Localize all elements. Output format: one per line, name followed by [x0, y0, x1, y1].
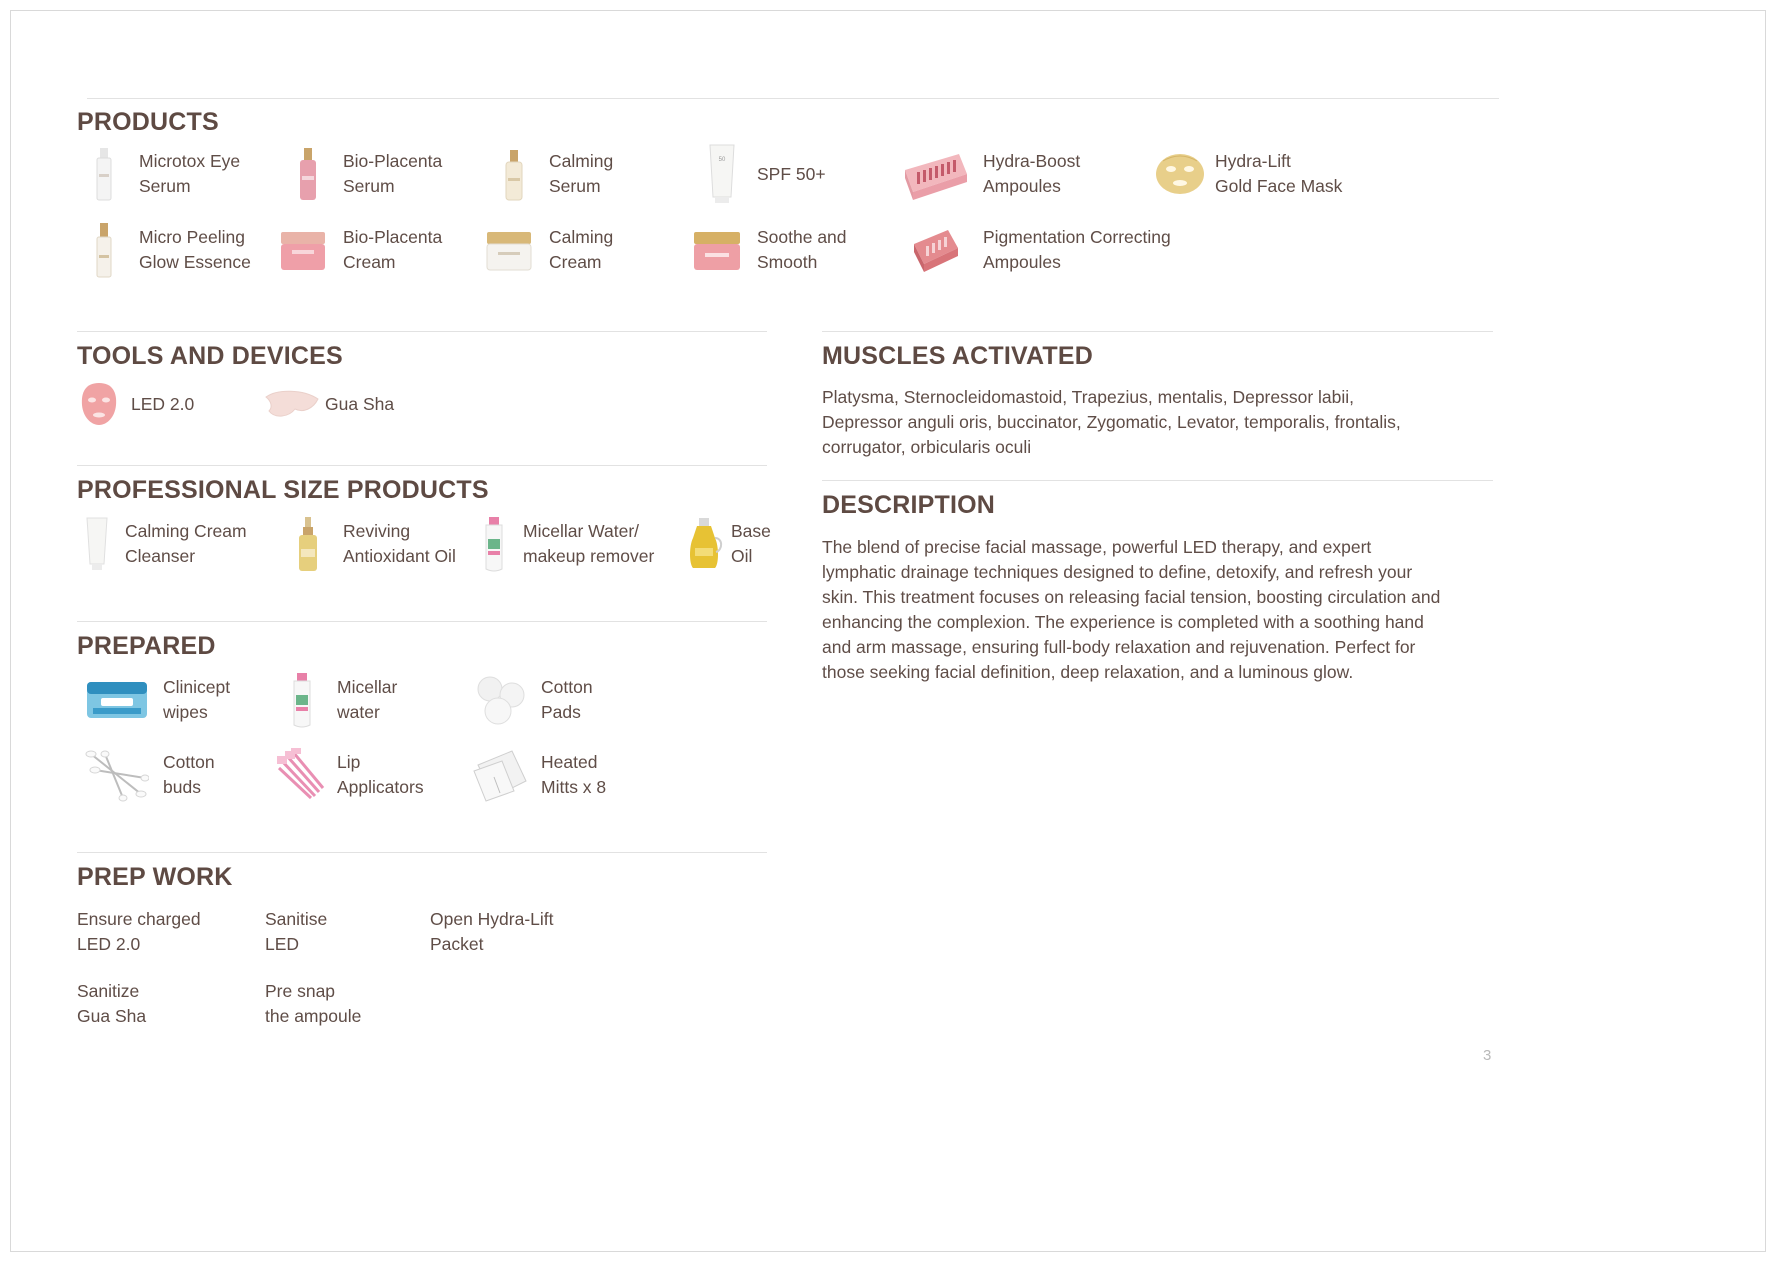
- section-divider: [822, 331, 1493, 332]
- tool-item: [259, 369, 394, 439]
- professional-item: [469, 509, 654, 579]
- professional-heading: PROFESSIONAL SIZE PRODUCTS: [77, 476, 489, 504]
- product-item: [677, 215, 847, 285]
- product-label: Bio-Placenta Serum: [343, 151, 443, 196]
- tool-label: Gua Sha: [325, 393, 395, 414]
- gold-cream-jar-icon: [677, 215, 757, 285]
- page-number: 3: [1483, 1047, 1492, 1064]
- description-heading: DESCRIPTION: [822, 491, 996, 519]
- prep-work-item: Sanitize Gua Sha: [77, 981, 147, 1026]
- ampoule-box-icon: [891, 139, 981, 209]
- product-label: SPF 50+: [757, 163, 826, 184]
- section-divider: [77, 852, 767, 853]
- svg-text:50: 50: [718, 157, 726, 163]
- product-label: Hydra-Lift Gold Face Mask: [1215, 151, 1343, 196]
- product-item: [273, 139, 442, 209]
- prepared-item: [77, 665, 230, 735]
- professional-label: Reviving Antioxidant Oil: [343, 521, 456, 566]
- product-item: [469, 215, 613, 285]
- product-item: [69, 139, 240, 209]
- professional-item: [681, 509, 771, 579]
- tool-label: LED 2.0: [131, 393, 195, 414]
- prep-work-item: Sanitise LED: [265, 909, 328, 954]
- product-label: Calming Cream: [549, 227, 614, 272]
- led-mask-icon: [67, 369, 131, 439]
- professional-label: Micellar Water/ makeup remover: [523, 521, 655, 566]
- prepared-label: Cotton buds: [163, 752, 215, 797]
- prepared-item: [461, 740, 606, 810]
- cotton-pads-icon: [461, 665, 541, 735]
- muscles-text: Platysma, Sternocleidomastoid, Trapezius, mentalis, Depressor labii, Depressor anguli oris, buccinator, Zygomatic, Levator, temporalis, frontalis, corrugator, orbicularis oculi: [822, 387, 1401, 457]
- prepared-item: [461, 665, 593, 735]
- product-label: Microtox Eye Serum: [139, 151, 241, 196]
- prep-work-item: Open Hydra-Lift Packet: [430, 909, 554, 954]
- heated-mitts-icon: [461, 740, 541, 810]
- prepared-label: Lip Applicators: [337, 752, 424, 797]
- document-page: [10, 10, 1766, 1252]
- ampoule-box-icon: [891, 215, 981, 285]
- product-item: [891, 139, 1080, 209]
- prep-work-heading: PREP WORK: [77, 863, 233, 891]
- lip-applicators-icon: [267, 740, 337, 810]
- cream-serum-bottle-icon: [479, 139, 549, 209]
- essence-bottle-icon: [69, 215, 139, 285]
- cotton-buds-icon: [77, 740, 157, 810]
- professional-label: Base Oil: [731, 521, 771, 566]
- product-item: [687, 139, 826, 209]
- micellar-bottle-icon: [469, 509, 519, 579]
- prepared-label: Cotton Pads: [541, 677, 593, 722]
- prep-work-item: Ensure charged LED 2.0: [77, 909, 201, 954]
- gold-face-mask-icon: [1145, 139, 1215, 209]
- prepared-item: [77, 740, 215, 810]
- section-divider: [77, 465, 767, 466]
- prepared-item: [267, 665, 397, 735]
- prepared-label: Heated Mitts x 8: [541, 752, 607, 797]
- professional-label: Calming Cream Cleanser: [125, 521, 247, 566]
- prep-work-item: Pre snap the ampoule: [265, 981, 362, 1026]
- muscles-heading: MUSCLES ACTIVATED: [822, 342, 1093, 370]
- product-label: Hydra-Boost Ampoules: [983, 151, 1081, 196]
- section-divider: [77, 331, 767, 332]
- product-label: Soothe and Smooth: [757, 227, 847, 272]
- section-divider: [822, 480, 1493, 481]
- cleanser-tube-icon: [69, 509, 125, 579]
- tools-heading: TOOLS AND DEVICES: [77, 342, 343, 370]
- products-heading: PRODUCTS: [77, 108, 219, 136]
- section-divider: [77, 621, 767, 622]
- oil-dropper-bottle-icon: [273, 509, 343, 579]
- product-item: [891, 215, 1171, 285]
- professional-item: [273, 509, 456, 579]
- oil-jug-icon: [681, 509, 727, 579]
- professional-item: [69, 509, 247, 579]
- product-item: [1145, 139, 1342, 209]
- gua-sha-stone-icon: [259, 369, 325, 439]
- product-label: Micro Peeling Glow Essence: [139, 227, 251, 272]
- wipes-pack-icon: [77, 665, 157, 735]
- description-text: The blend of precise facial massage, powerful LED therapy, and expert lymphatic drainage techniques designed to define, detoxify, and refresh your skin. This treatment focuses on releasing facial tension, boosting circulation and enhancing the complexion. The experience is completed with a soothing hand and arm massage, ensuring full-body relaxation and rejuvenation. Perfect for those seeking facial definition, deep relaxation, and a luminous glow.: [822, 537, 1441, 682]
- prepared-label: Clinicept wipes: [163, 677, 231, 722]
- prepared-heading: PREPARED: [77, 632, 216, 660]
- prepared-item: [267, 740, 424, 810]
- product-item: [479, 139, 613, 209]
- pink-cream-jar-icon: [263, 215, 343, 285]
- sunscreen-tube-icon: [687, 139, 757, 209]
- tool-item: [67, 369, 194, 439]
- eye-serum-bottle-icon: [69, 139, 139, 209]
- pink-serum-bottle-icon: [273, 139, 343, 209]
- product-item: [69, 215, 251, 285]
- product-label: Calming Serum: [549, 151, 614, 196]
- prepared-label: Micellar water: [337, 677, 398, 722]
- section-divider: [87, 98, 1499, 99]
- product-item: [263, 215, 442, 285]
- product-label: Bio-Placenta Cream: [343, 227, 443, 272]
- product-label: Pigmentation Correcting Ampoules: [983, 227, 1171, 272]
- white-cream-jar-icon: [469, 215, 549, 285]
- micellar-bottle-icon: [267, 665, 337, 735]
